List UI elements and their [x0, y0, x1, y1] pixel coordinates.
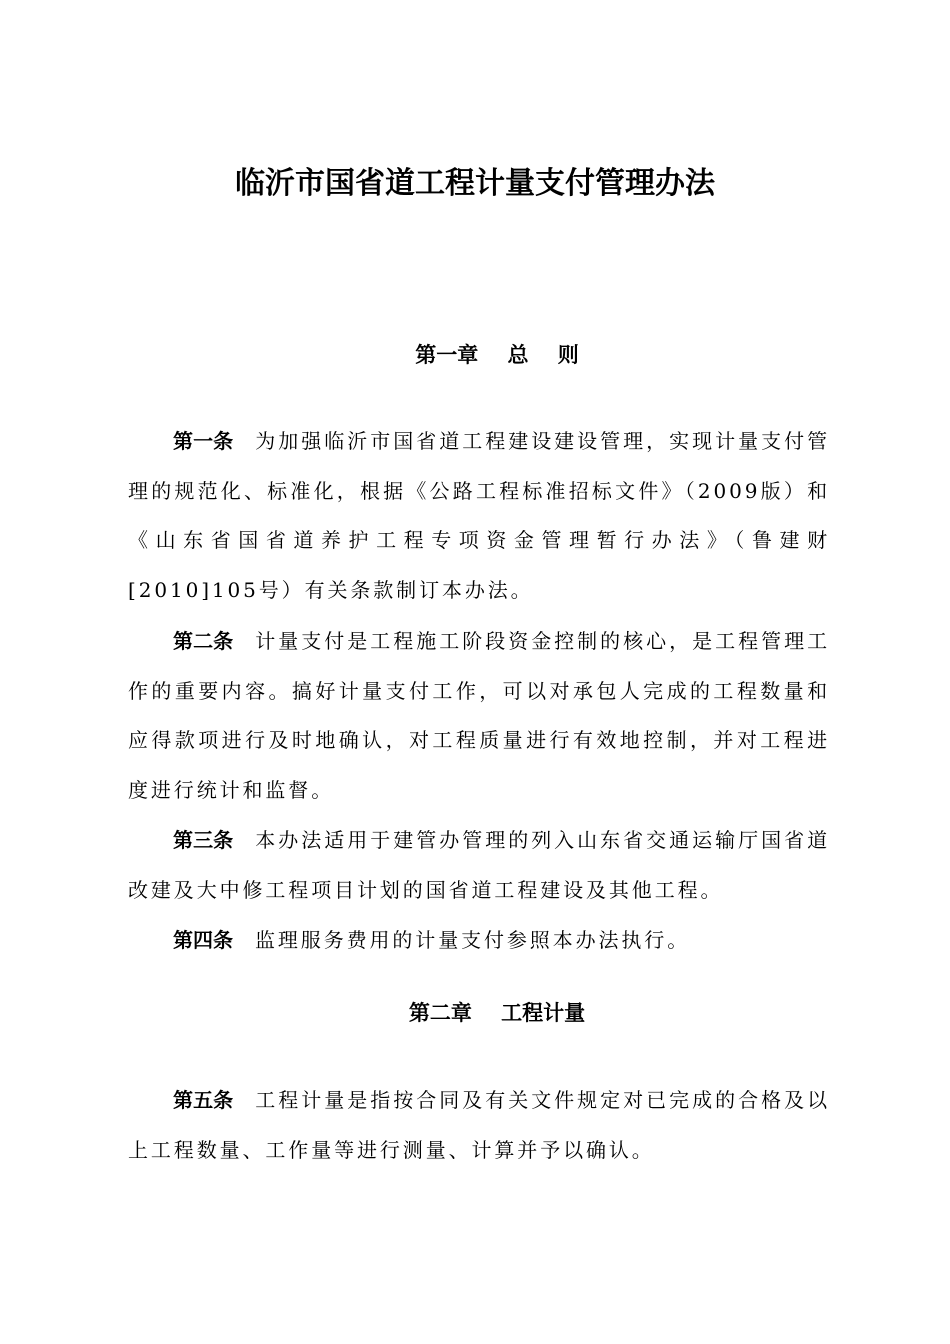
article-number: 第四条	[173, 928, 233, 952]
article-4	[128, 916, 830, 966]
article-text: 为加强临沂市国省道工程建设建设管理，实现计量支付管理的规范化、标准化，根据《公路工程标准招标文件》（2009版）和《山东省国省道养护工程专项资金管理暂行办法》（鲁建财[2010]105号）有关条款制订本办法。	[128, 429, 831, 602]
article-text: 本办法适用于建管办管理的列入山东省交通运输厅国省道改建及大中修工程项目计划的国省道工程建设及其他工程。	[128, 828, 831, 902]
article-number: 第五条	[173, 1088, 234, 1112]
article-5	[128, 1076, 830, 1175]
article-text: 工程计量是指按合同及有关文件规定对已完成的合格及以上工程数量、工作量等进行测量、计算并予以确认。	[128, 1088, 831, 1162]
article-number: 第三条	[173, 828, 234, 852]
article-text: 计量支付是工程施工阶段资金控制的核心，是工程管理工作的重要内容。搞好计量支付工作，可以对承包人完成的工程数量和应得款项进行及时地确认，对工程质量进行有效地控制，并对工程进度进行统计和监督。	[128, 629, 831, 802]
chapter-heading-1: 第一章 总 则	[415, 343, 579, 367]
article-number: 第二条	[173, 629, 234, 653]
article-number: 第一条	[173, 429, 234, 453]
article-2	[128, 617, 830, 815]
article-3	[128, 816, 830, 915]
chapter-heading-2: 第二章 工程计量	[408, 1001, 586, 1025]
document-title: 临沂市国省道工程计量支付管理办法	[235, 166, 715, 201]
article-text: 监理服务费用的计量支付参照本办法执行。	[255, 928, 691, 952]
article-1	[128, 417, 830, 615]
